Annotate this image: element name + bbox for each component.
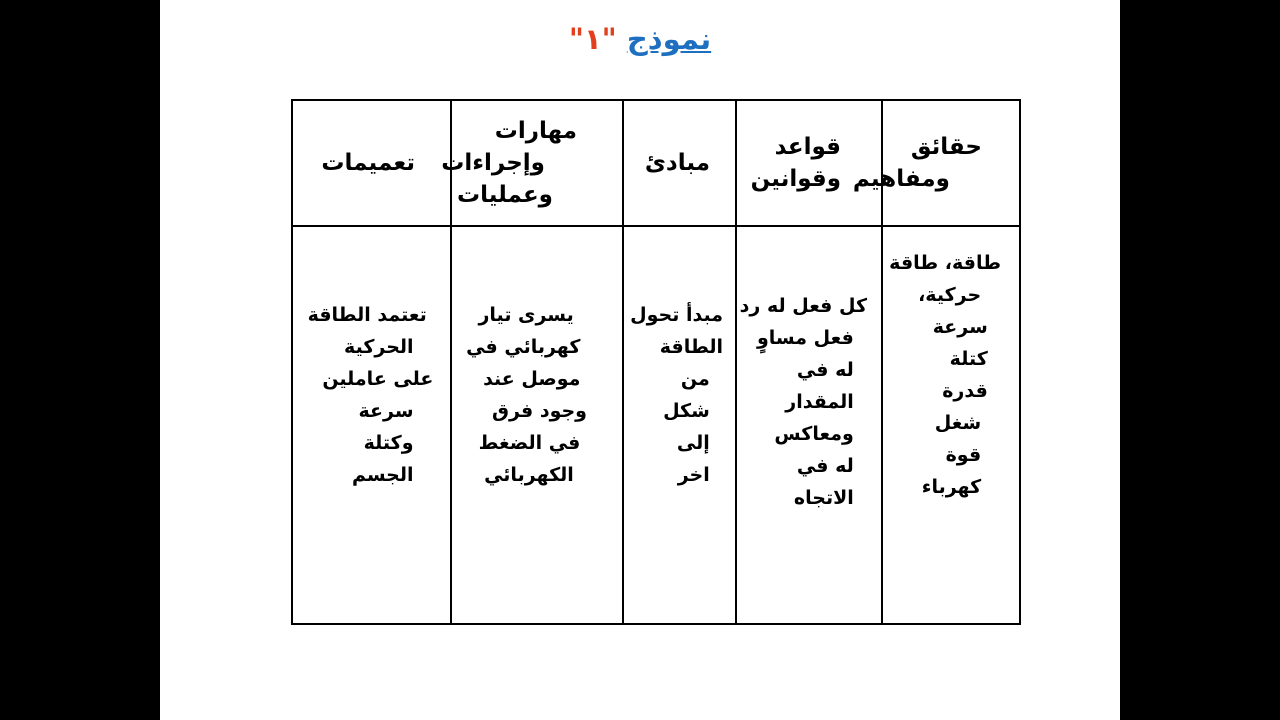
cell-principles: مبدأ تحول الطاقة من شكل إلى اخر: [623, 226, 736, 624]
body-row: [292, 226, 1020, 624]
header-cell-principles: مبادئ: [623, 100, 736, 226]
header-cell-generalizations: تعميمات: [292, 100, 451, 226]
classification-table: [291, 99, 1021, 625]
header-cell-rules: قواعد وقوانين: [736, 100, 882, 226]
header-cell-skills: مهارات وإجراءات وعمليات: [451, 100, 623, 226]
header-cell-facts: حقائق ومفاهيم: [882, 100, 1020, 226]
slide-title: [160, 22, 1120, 56]
title-number: "١": [568, 22, 617, 56]
cell-generalizations: تعتمد الطاقة الحركية على عاملين سرعة وكتلة الجسم: [292, 226, 451, 624]
cell-rules: كل فعل له رد فعل مساوٍ له في المقدار ومعاكس له في الاتجاه: [736, 226, 882, 624]
cell-facts: طاقة، طاقة حركية، سرعة كتلة قدرة شغل قوة كهرباء: [882, 226, 1020, 624]
cell-skills: يسرى تيار كهربائي في موصل عند وجود فرق في الضغط الكهربائي: [451, 226, 623, 624]
header-row: [292, 100, 1020, 226]
title-word: نموذج: [626, 22, 712, 56]
slide: [160, 0, 1120, 720]
